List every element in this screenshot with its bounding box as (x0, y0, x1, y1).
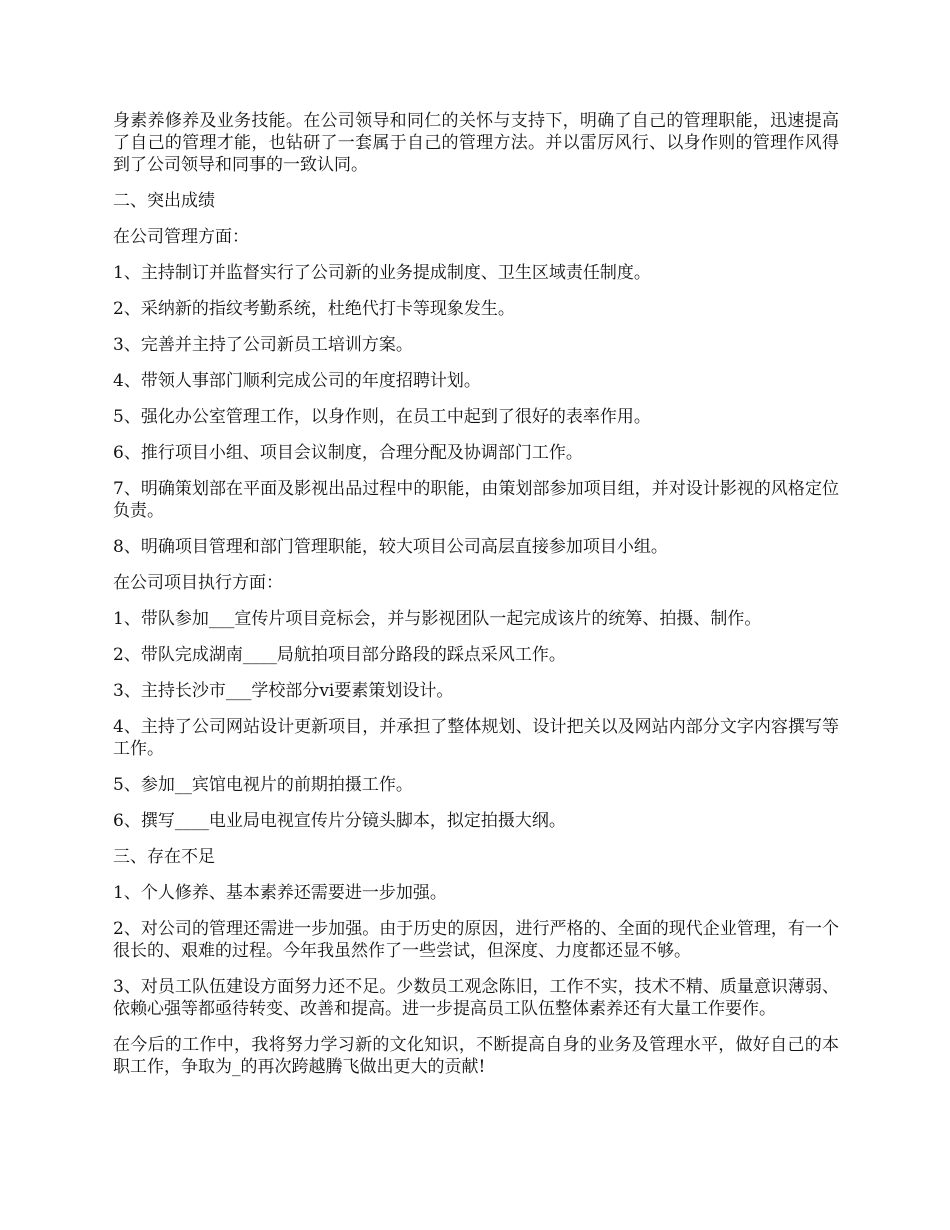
list-item: 1、主持制订并监督实行了公司新的业务提成制度、卫生区域责任制度。 (113, 263, 651, 283)
list-item: 1、带队参加___宣传片项目竞标会，并与影视团队一起完成该片的统筹、拍摄、制作。 (113, 609, 762, 629)
paragraph-intro: 身素养修养及业务技能。在公司领导和同仁的关怀与支持下，明确了自己的管理职能，迅速提高了自己的管理才能，也钻研了一套属于自己的管理方法。并以雷厉风行、以身作则的管理作风得到了公司领导和同事的一致认同。 (113, 111, 839, 175)
list-item: 6、推行项目小组、项目会议制度，合理分配及协调部门工作。 (113, 443, 583, 463)
section-heading-achievements: 二、突出成绩 (113, 191, 215, 211)
list-item: 3、对员工队伍建设方面努力还不足。少数员工观念陈旧，工作不实，技术不精、质量意识薄弱、依赖心强等都亟待转变、改善和提高。进一步提高员工队伍整体素养还有大量工作要作。 (113, 977, 839, 1019)
list-item: 5、强化办公室管理工作，以身作则，在员工中起到了很好的表率作用。 (113, 407, 651, 427)
list-item: 1、个人修养、基本素养还需要进一步加强。 (113, 883, 447, 903)
list-item: 2、采纳新的指纹考勤系统，杜绝代打卡等现象发生。 (113, 299, 515, 319)
list-item: 4、带领人事部门顺利完成公司的年度招聘计划。 (113, 371, 481, 391)
list-item: 3、主持长沙市___学校部分vi要素策划设计。 (113, 681, 454, 701)
list-item: 3、完善并主持了公司新员工培训方案。 (113, 335, 413, 355)
document-body (113, 110, 839, 1092)
list-item: 7、明确策划部在平面及影视出品过程中的职能，由策划部参加项目组，并对设计影视的风格定位负责。 (113, 479, 839, 521)
list-item: 8、明确项目管理和部门管理职能，较大项目公司高层直接参加项目小组。 (113, 537, 668, 557)
section-heading-shortcomings: 三、存在不足 (113, 847, 215, 867)
list-item: 2、对公司的管理还需进一步加强。由于历史的原因，进行严格的、全面的现代企业管理，有一个很长的、艰难的过程。今年我虽然作了一些尝试，但深度、力度都还显不够。 (113, 919, 839, 961)
paragraph-conclusion: 在今后的工作中，我将努力学习新的文化知识，不断提高自身的业务及管理水平，做好自己的本职工作，争取为_的再次跨越腾飞做出更大的贡献! (113, 1035, 839, 1077)
subheading-project-execution: 在公司项目执行方面： (113, 573, 283, 593)
list-item: 6、撰写____电业局电视宣传片分镜头脚本，拟定拍摄大纲。 (113, 811, 566, 831)
subheading-company-management: 在公司管理方面： (113, 227, 249, 247)
list-item: 5、参加__宾馆电视片的前期拍摄工作。 (113, 775, 413, 795)
list-item: 4、主持了公司网站设计更新项目，并承担了整体规划、设计把关以及网站内部分文字内容撰写等工作。 (113, 717, 839, 759)
list-item: 2、带队完成湖南____局航拍项目部分路段的踩点采风工作。 (113, 645, 566, 665)
